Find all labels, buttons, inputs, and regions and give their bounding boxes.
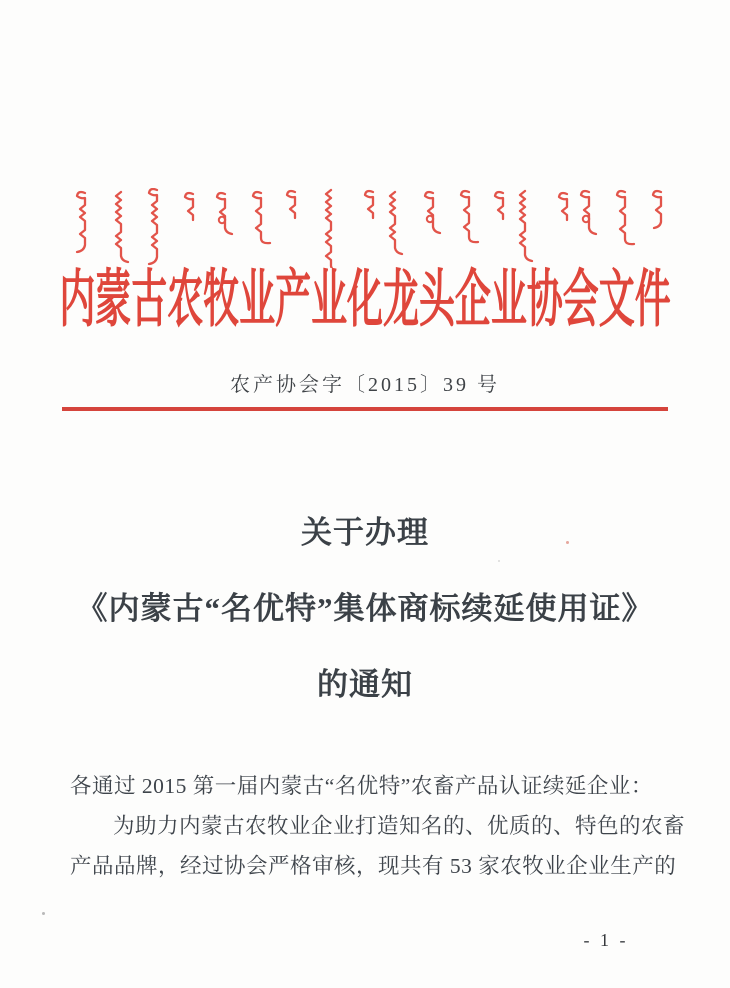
document-title — [0, 495, 730, 723]
scan-speck — [566, 541, 569, 544]
org-title: 内蒙古农牧业产业化龙头企业协会文件 — [59, 264, 671, 335]
doc-number: 农产协会字〔2015〕39 号 — [230, 374, 500, 396]
scan-speck — [498, 560, 500, 562]
masthead — [0, 266, 730, 334]
title-line-3: 的通知 — [317, 667, 413, 702]
body-paragraph-line-2: 产品品牌，经过协会严格审核，现共有 53 家农牧业企业生产的 — [70, 854, 677, 878]
title-line-2: 《内蒙古“名优特”集体商标续延使用证》 — [76, 591, 654, 626]
red-divider-rule — [62, 407, 668, 411]
scan-speck — [42, 912, 45, 915]
body-text — [70, 766, 686, 886]
salutation: 各通过 2015 第一届内蒙古“名优特”农畜产品认证续延企业： — [70, 774, 653, 798]
page-number: - 1 - — [583, 930, 629, 950]
body-paragraph-line-1: 为助力内蒙古农牧业企业打造知名的、优质的、特色的农畜 — [113, 814, 686, 838]
mongolian-script-banner — [75, 188, 665, 268]
title-line-1: 关于办理 — [301, 515, 429, 550]
